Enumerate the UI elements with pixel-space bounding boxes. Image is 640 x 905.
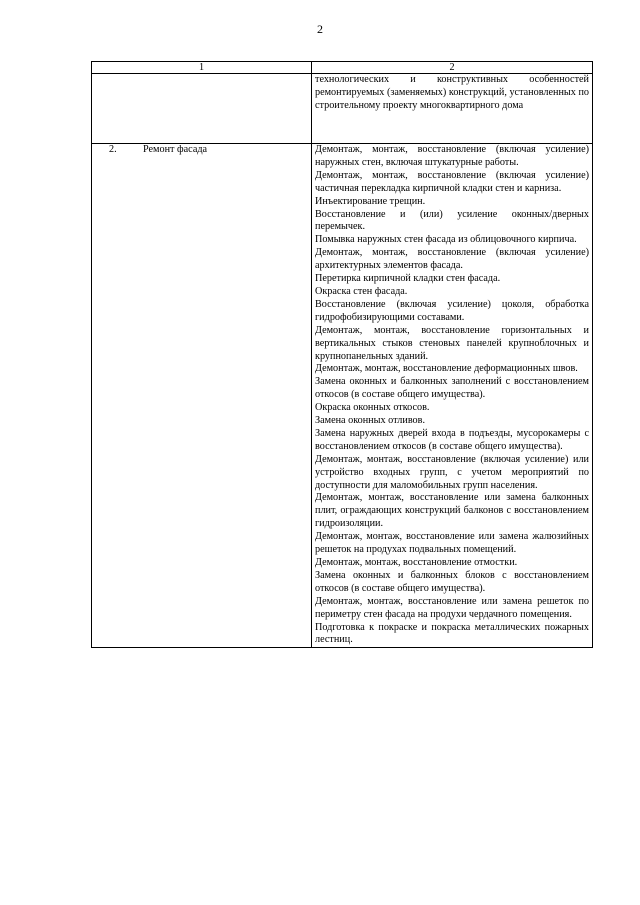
page-number: 2 [317, 22, 323, 36]
work-item: Подготовка к покраске и покраска металлических пожарных лестниц. [315, 621, 589, 646]
work-item: Демонтаж, монтаж, восстановление или замена решеток по периметру стен фасада на продухи чердачного помещения. [315, 595, 589, 620]
work-item: Демонтаж, монтаж, восстановление (включая усиление) или устройство входных групп, с учетом мероприятий по доступности для маломобильных групп населения. [315, 453, 589, 491]
work-item: Восстановление и (или) усиление оконных/дверных перемычек. [315, 208, 589, 233]
work-item: Инъектирование трещин. [315, 195, 426, 207]
column-header-2: 2 [312, 62, 593, 74]
work-item: Перетирка кирпичной кладки стен фасада. [315, 273, 501, 285]
table-row-item [92, 144, 593, 648]
work-item: Окраска оконных откосов. [315, 402, 430, 414]
table-row-continuation [92, 74, 593, 144]
work-item: Помывка наружных стен фасада из облицовочного кирпича. [315, 234, 577, 246]
column-header-1: 1 [92, 62, 312, 74]
work-item: Восстановление (включая усиление) цоколя, обработка гидрофобизирующими составами. [315, 298, 589, 323]
work-item: Демонтаж, монтаж, восстановление деформационных швов. [315, 363, 578, 375]
item-number: 2. [109, 144, 117, 155]
work-item: Демонтаж, монтаж, восстановление (включая усиление) архитектурных элементов фасада. [315, 247, 589, 272]
item-title: Ремонт фасада [143, 144, 208, 155]
work-item: Демонтаж, монтаж, восстановление (включая усиление) наружных стен, включая штукатурные работы. [315, 144, 589, 168]
work-item: Замена оконных отливов. [315, 415, 426, 427]
work-item: Демонтаж, монтаж, восстановление или замена балконных плит, ограждающих конструкций балконов с восстановлением гидроизоляции. [315, 492, 589, 530]
table-header-row [92, 62, 593, 74]
continuation-empty-cell [92, 74, 312, 144]
work-item: Замена оконных и балконных заполнений с восстановлением откосов (в составе общего имущества). [315, 376, 589, 401]
continuation-text: технологических и конструктивных особенностей ремонтируемых (заменяемых) конструкций, установленных по строительному проекту многоквартирного дома [312, 74, 593, 144]
work-item: Демонтаж, монтаж, восстановление горизонтальных и вертикальных стыков стеновых панелей крупноблочных и крупнопанельных зданий. [315, 324, 589, 362]
work-item: Окраска стен фасада. [315, 285, 408, 297]
item-cell [92, 144, 312, 648]
work-item: Демонтаж, монтаж, восстановление (включая усиление) частичная перекладка кирпичной кладки стен и карниза. [315, 169, 589, 194]
work-item: Замена оконных и балконных блоков с восстановлением откосов (в составе общего имущества). [315, 569, 589, 594]
work-item: Демонтаж, монтаж, восстановление отмостки. [315, 557, 518, 568]
work-item: Замена наружных дверей входа в подъезды, мусорокамеры с восстановлением откосов (в составе общего имущества). [315, 427, 589, 452]
works-table [91, 61, 593, 648]
work-item: Демонтаж, монтаж, восстановление или замена жалюзийных решеток на продухах подвальных помещений. [315, 531, 589, 556]
works-list [312, 144, 593, 648]
